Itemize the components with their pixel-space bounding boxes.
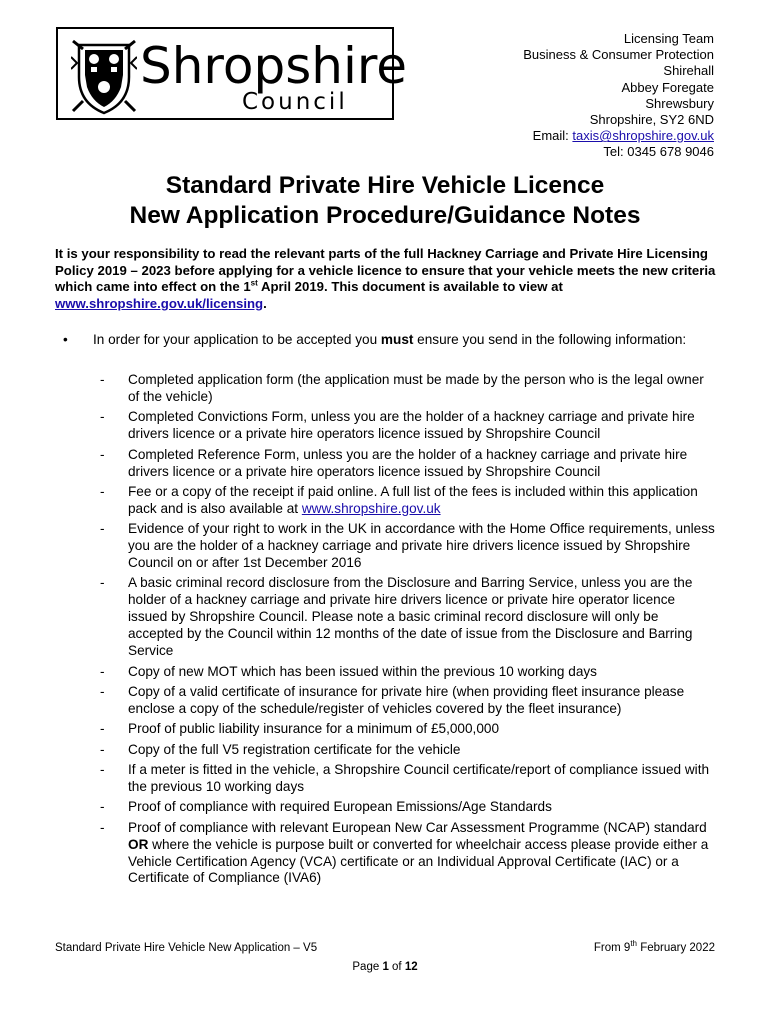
dash-marker: - — [100, 762, 105, 778]
bullet-text-before: In order for your application to be accepted you — [93, 332, 381, 347]
footer-date — [594, 941, 715, 955]
dash-marker: - — [100, 799, 105, 815]
bullet-text-after: ensure you send in the following information: — [413, 332, 687, 347]
footer-date-a: From 9 — [593, 942, 631, 954]
list-item — [95, 799, 715, 816]
email-label: Email: — [532, 128, 569, 144]
address-building: Shirehall — [663, 63, 714, 79]
address-team: Licensing Team — [623, 31, 714, 46]
page-title — [0, 171, 770, 231]
item-text: Completed Reference Form, unless you are the holder of a hackney carriage and private hire drivers licence or a private hire operators licence issued by Shropshire Council — [128, 446, 688, 479]
item-text: Proof of compliance with relevant European New Car Assessment Programme (NCAP) standard — [128, 819, 707, 835]
item-text: where the vehicle is purpose built or converted for wheelchair access please provide either a Vehicle Certification Agency (VCA) certificate or an Individual Approval Certificate (IAC) or a Certificate of Compliance (IVA6) — [128, 836, 709, 886]
bullet-marker: • — [63, 332, 68, 347]
address-street: Abbey Foregate — [621, 79, 714, 95]
requirements-list — [95, 372, 715, 891]
footer-doc-title: Standard Private Hire Vehicle New Application – V5 — [55, 942, 318, 954]
list-item — [95, 447, 715, 481]
licensing-link[interactable]: www.shropshire.gov.uk/licensing — [55, 295, 264, 311]
page-label: Page — [352, 961, 383, 973]
title-line-1: Standard Private Hire Vehicle Licence — [165, 172, 605, 199]
item-text: Copy of the full V5 registration certificate for the vehicle — [128, 741, 461, 757]
page-total: 12 — [404, 961, 418, 973]
page-current: 1 — [382, 961, 389, 973]
item-text: If a meter is fitted in the vehicle, a Shropshire Council certificate/report of compliance issued with the previous 10 working days — [128, 762, 710, 794]
dash-marker: - — [100, 741, 105, 757]
address-town: Shrewsbury — [645, 95, 714, 111]
footer-date-b: February 2022 — [637, 942, 715, 954]
page-number — [0, 960, 770, 974]
council-crest-icon — [71, 37, 137, 115]
list-item — [95, 575, 715, 660]
dash-marker: - — [100, 446, 105, 462]
dash-marker: - — [100, 483, 105, 499]
list-item — [95, 484, 715, 518]
item-text: Proof of public liability insurance for a minimum of £5,000,000 — [128, 721, 500, 737]
dash-marker: - — [100, 575, 105, 591]
address-county: Shropshire, SY2 6ND — [589, 112, 714, 128]
intro-text-1: It is your responsibility to read the relevant parts of the full Hackney Carriage and Private Hire Licensing Policy 2019 – 2023 before applying for a vehicle licence to ensure that your vehicle meets the new criteria which came into effect on the 1 — [55, 246, 716, 294]
footer-date-sup: th — [630, 939, 637, 949]
item-text: Copy of a valid certificate of insurance for private hire (when providing fleet insurance please enclose a copy of the schedule/register of vehicles covered by the fleet insurance) — [128, 683, 685, 716]
page-of: of — [388, 961, 405, 973]
title-line-2: New Application Procedure/Guidance Notes — [129, 202, 641, 229]
list-item — [95, 742, 715, 759]
intro-paragraph — [55, 246, 720, 312]
address-email — [523, 128, 714, 144]
dash-marker: - — [100, 663, 105, 679]
bullet-text — [93, 331, 713, 348]
logo-subtitle: Council — [242, 89, 348, 115]
item-text: Completed Convictions Form, unless you are the holder of a hackney carriage and private hire drivers licence or a private hire operators licence issued by Shropshire Council — [128, 409, 695, 442]
item-text-bold: OR — [128, 836, 149, 852]
list-item — [95, 721, 715, 738]
item-text: Proof of compliance with required European Emissions/Age Standards — [128, 799, 552, 815]
council-logo — [56, 27, 408, 120]
fees-link[interactable]: www.shropshire.gov.uk — [301, 500, 441, 516]
intro-sup: st — [250, 278, 258, 288]
list-item — [95, 521, 715, 572]
address-dept: Business & Consumer Protection — [523, 47, 714, 63]
dash-marker: - — [100, 521, 105, 537]
list-item — [95, 372, 715, 406]
list-item — [95, 664, 715, 681]
email-link[interactable]: taxis@shropshire.gov.uk — [572, 128, 714, 144]
logo-wordmark: Shropshire — [140, 37, 408, 95]
list-item — [95, 820, 715, 888]
address-block — [523, 31, 714, 161]
dash-marker: - — [100, 819, 105, 835]
item-text: Fee or a copy of the receipt if paid online. A full list of the fees is included within this application pack and is also available at — [128, 483, 698, 516]
list-item — [95, 409, 715, 443]
item-text: Completed application form (the application must be made by the person who is the legal owner of the vehicle) — [128, 372, 704, 404]
list-item — [95, 684, 715, 718]
requirements-bullet — [55, 331, 725, 348]
intro-text-3: . — [263, 295, 267, 311]
item-text: Copy of new MOT which has been issued within the previous 10 working days — [128, 663, 597, 679]
bullet-text-bold: must — [380, 332, 414, 347]
dash-marker: - — [100, 683, 105, 699]
item-text: Evidence of your right to work in the UK in accordance with the Home Office requirements, unless you are the holder of a hackney carriage and private hire drivers licence issued by Shropshire Council on or after 1st December 2016 — [128, 521, 715, 571]
dash-marker: - — [100, 721, 105, 737]
item-text: A basic criminal record disclosure from the Disclosure and Barring Service, unless you are the holder of a hackney carriage and private hire drivers licence or private hire operator licence issued by Shropshire Council. Please note a basic criminal record disclosure will only be accepted by the Council within 12 months of the date of issue from the Disclosure and Barring Service — [128, 575, 693, 659]
intro-text-2: April 2019. This document is available to view at — [257, 279, 563, 294]
address-tel: Tel: 0345 678 9046 — [603, 144, 714, 160]
list-item — [95, 762, 715, 796]
dash-marker: - — [100, 409, 105, 425]
dash-marker: - — [100, 372, 105, 387]
